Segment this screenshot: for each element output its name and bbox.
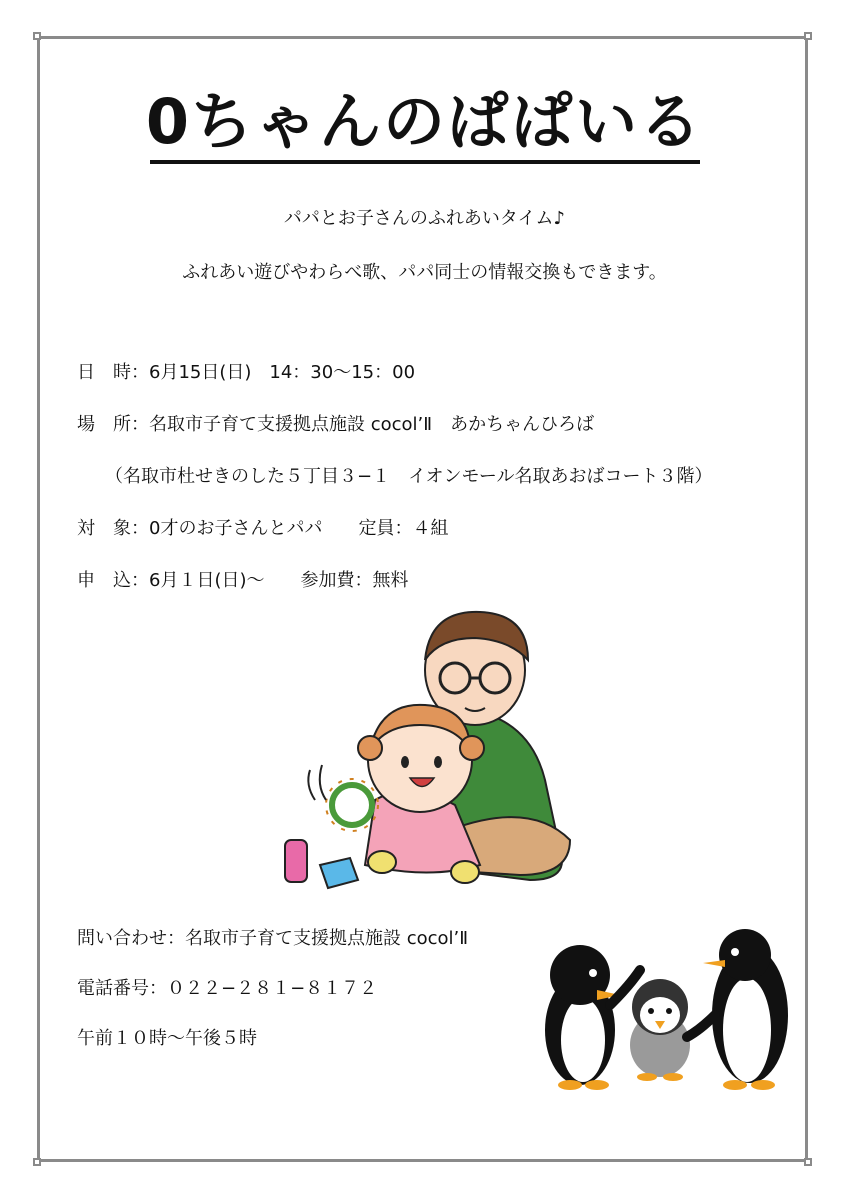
dad-and-baby-illustration	[270, 600, 580, 900]
address-text: （名取市杜せきのした５丁目３−１ イオンモール名取あおばコート３階）	[105, 466, 713, 487]
border-corner	[33, 32, 41, 40]
penguins-illustration	[535, 925, 800, 1090]
intro-line-2: ふれあい遊びやわらべ歌、パパ同士の情報交換もできます。	[182, 262, 667, 283]
border-corner	[33, 1158, 41, 1166]
title-underline	[150, 160, 700, 164]
place-text: 場 所：名取市子育て支援拠点施設 cocol’Ⅱ あかちゃんひろば	[77, 414, 595, 435]
page-title: 0ちゃんのぱぱいる	[145, 85, 704, 158]
target-text: 対 象：0才のお子さんとパパ 定員：４組	[77, 518, 449, 539]
contact-org: 問い合わせ：名取市子育て支援拠点施設 cocol’Ⅱ	[77, 928, 469, 949]
apply-text: 申 込：6月１日(日)〜 参加費：無料	[77, 570, 409, 591]
border-corner	[804, 32, 812, 40]
datetime-text: 日 時：6月15日(日) 14：30〜15：00	[77, 362, 416, 383]
contact-hours: 午前１０時〜午後５時	[77, 1028, 257, 1049]
intro-line-1: パパとお子さんのふれあいタイム♪	[283, 208, 566, 229]
contact-phone: 電話番号：０２２−２８１−８１７２	[77, 978, 378, 999]
border-corner	[804, 1158, 812, 1166]
